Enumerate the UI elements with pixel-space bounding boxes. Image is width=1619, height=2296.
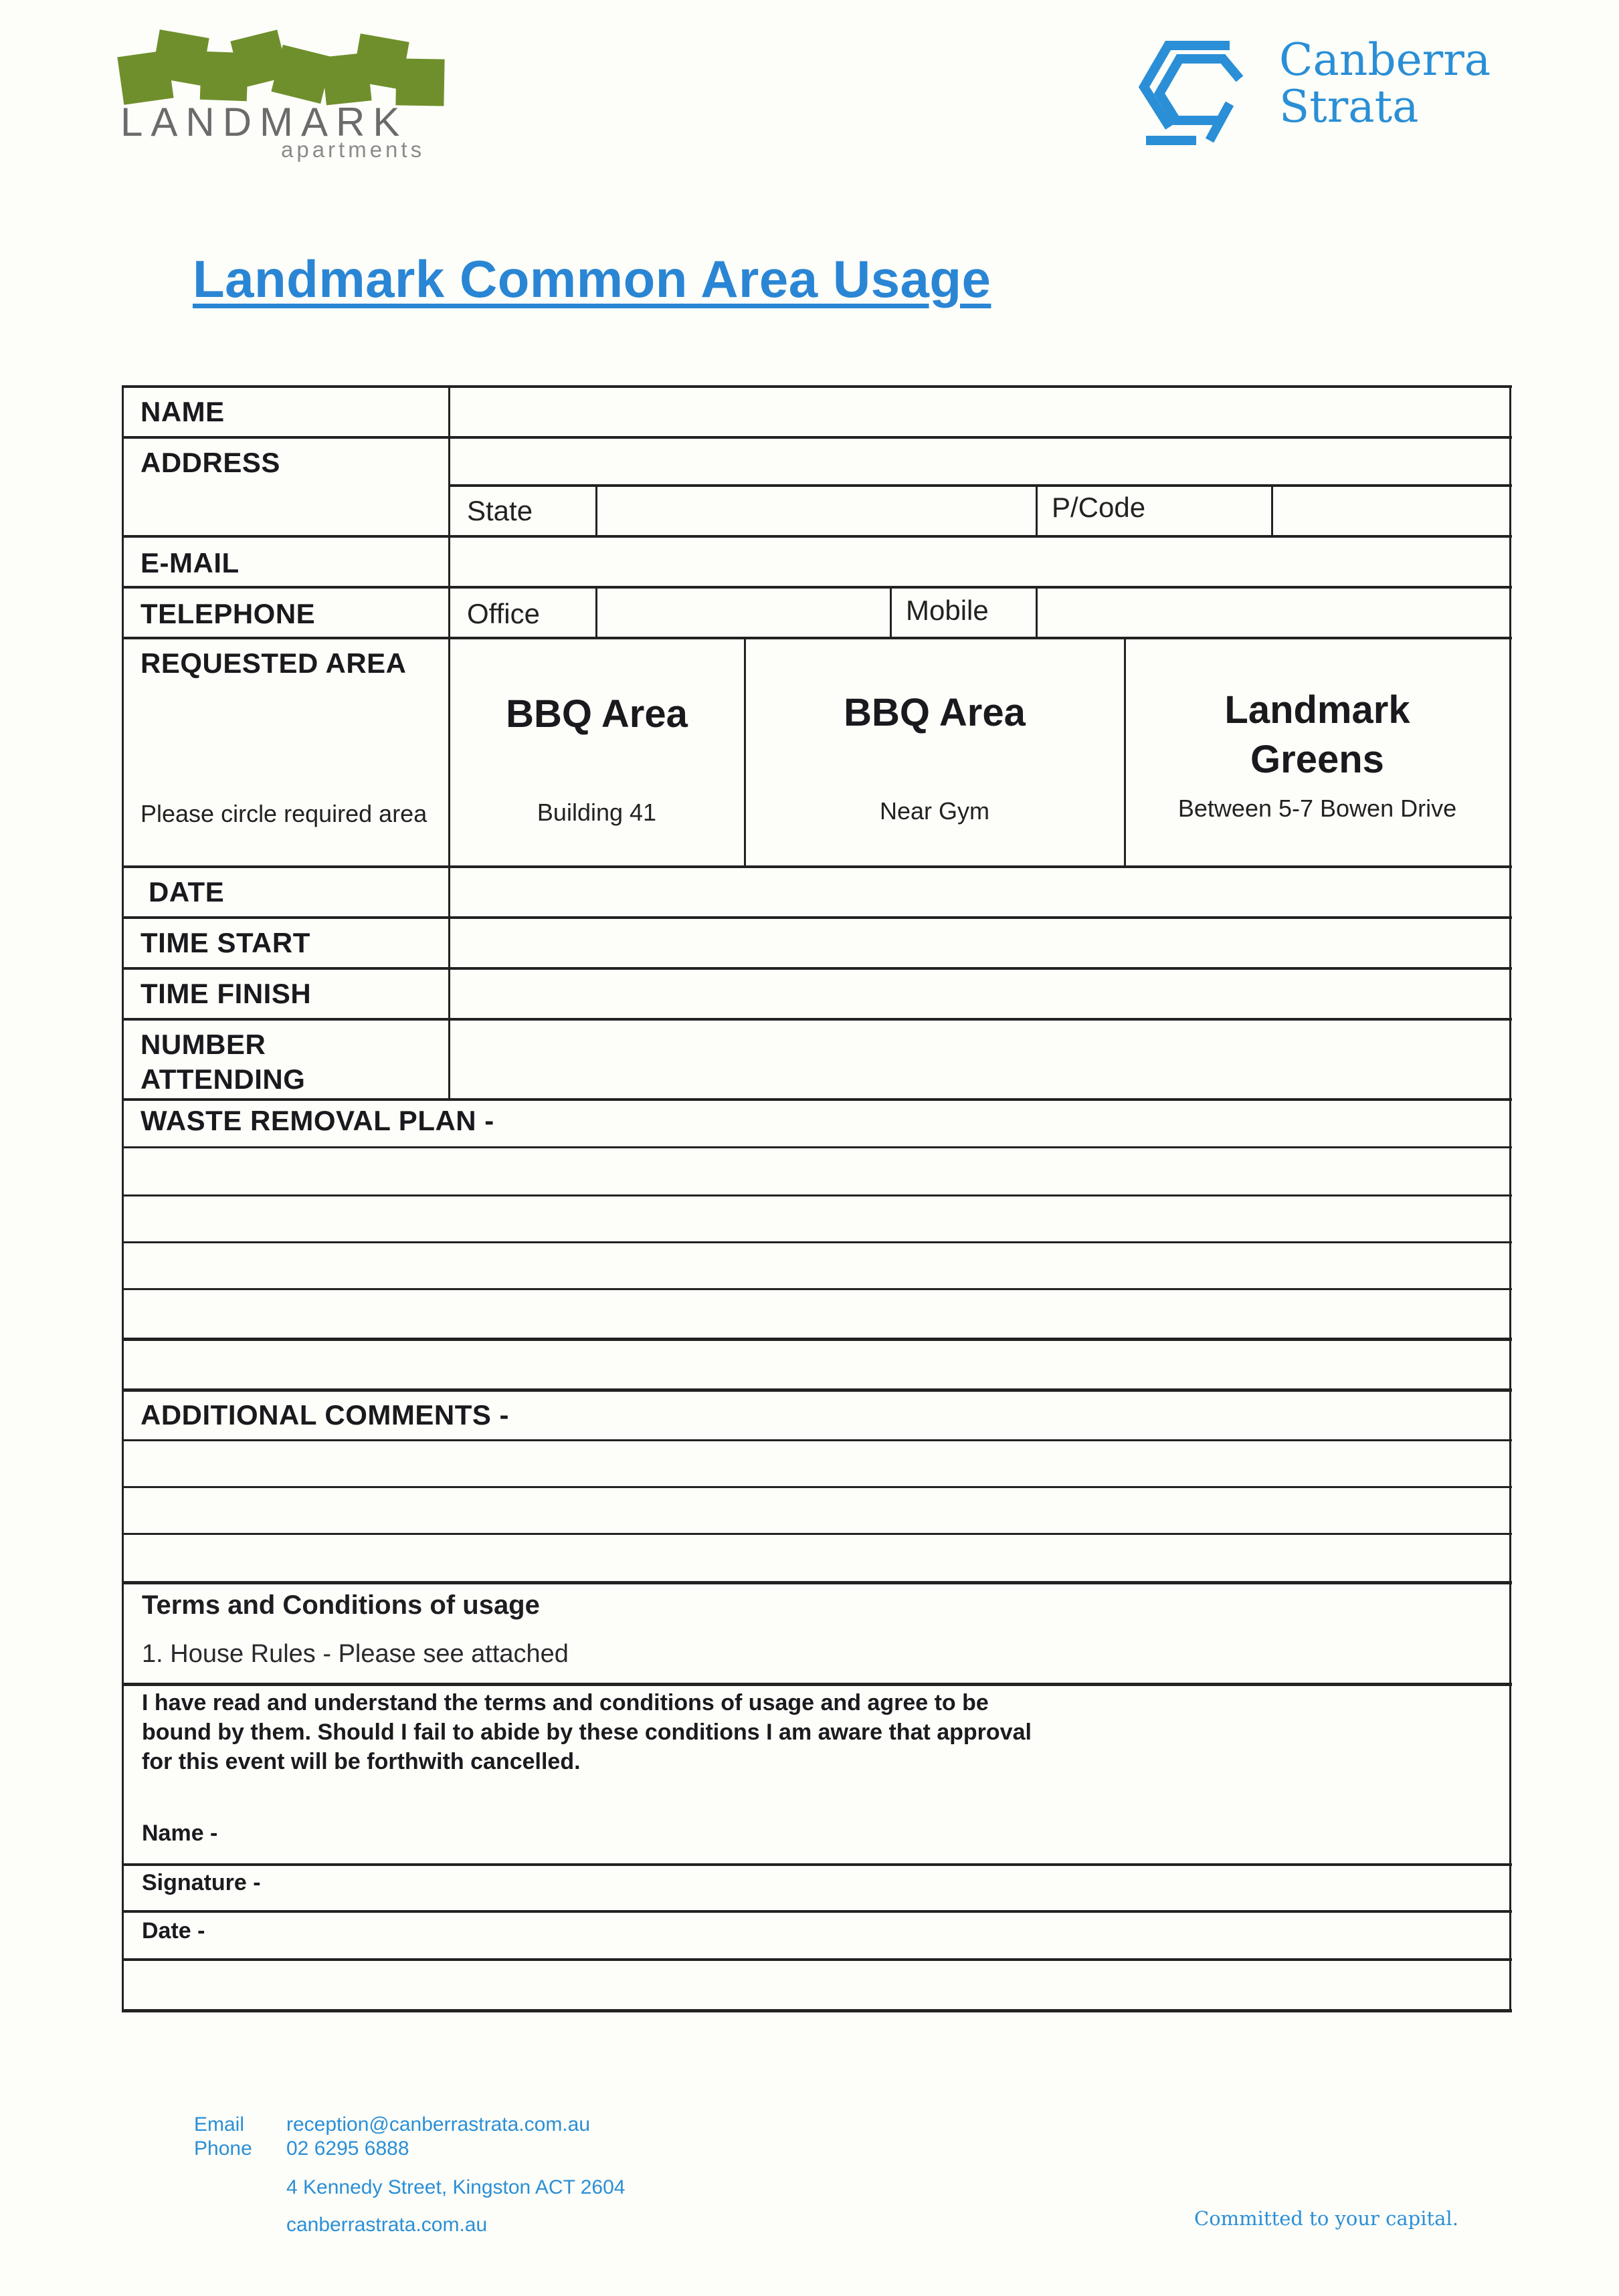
area-title: BBQ Area: [506, 692, 688, 736]
canberra-strata-line1: Canberra: [1279, 34, 1491, 86]
form-border-left: [122, 385, 124, 2012]
additional-comments-input[interactable]: [127, 1443, 1508, 1580]
office-phone-input[interactable]: [601, 591, 887, 634]
row-line: [122, 865, 1512, 868]
canberra-strata-logo-icon: [1129, 27, 1256, 147]
address-label: ADDRESS: [140, 447, 280, 478]
form-border-bottom: [122, 2009, 1512, 2012]
landmark-wordmark: LANDMARK: [120, 100, 408, 144]
number-attending-line1: NUMBER: [140, 1029, 266, 1060]
canberra-strata-line2: Strata: [1279, 81, 1419, 132]
mobile-label: Mobile: [906, 595, 989, 626]
state-divider: [595, 484, 597, 536]
section-line: [122, 1581, 1512, 1584]
number-attending-line2: ATTENDING: [140, 1063, 306, 1095]
time-start-label: TIME START: [140, 927, 310, 958]
area-title-line2: Greens: [1250, 738, 1384, 781]
mobile-divider: [890, 586, 892, 638]
page-title: Landmark Common Area Usage: [193, 249, 991, 308]
number-attending-label: [140, 1027, 305, 1097]
signature-line: [122, 1910, 1512, 1913]
area-subtitle: Building 41: [537, 799, 657, 826]
sign-name-label: Name -: [142, 1820, 218, 1846]
row-line: [122, 1018, 1512, 1021]
row-line: [122, 1098, 1512, 1101]
agreement-line: for this event will be forthwith cancelled.: [142, 1749, 581, 1774]
postcode-divider: [1036, 484, 1038, 536]
area-title-line1: Landmark: [1224, 688, 1410, 732]
postcode-label: P/Code: [1052, 492, 1146, 523]
row-line: [122, 436, 1512, 439]
agreement-line: bound by them. Should I fail to abide by these conditions I am aware that approval: [142, 1719, 1032, 1745]
agreement-text: [142, 1688, 1145, 1776]
requested-area-hint: Please circle required area: [140, 800, 427, 827]
footer-email-value[interactable]: reception@canberrastrata.com.au: [286, 2113, 591, 2135]
requested-area-label: REQUESTED AREA: [140, 647, 407, 679]
comments-line: [122, 1439, 1512, 1441]
email-label: E-MAIL: [140, 547, 240, 579]
mobile-value-divider: [1036, 586, 1038, 638]
time-start-input[interactable]: [455, 920, 1508, 964]
row-line: [122, 967, 1512, 970]
area-divider: [744, 637, 746, 867]
landmark-squares-icon: [114, 13, 488, 107]
footer-tagline: Committed to your capital.: [1194, 2207, 1458, 2230]
area-option-bbq-building-41[interactable]: [451, 639, 743, 864]
footer-phone-value[interactable]: 02 6295 6888: [286, 2137, 409, 2160]
area-subtitle: Between 5-7 Bowen Drive: [1177, 795, 1457, 822]
section-line: [122, 1388, 1512, 1392]
footer-website[interactable]: canberrastrata.com.au: [286, 2214, 488, 2236]
time-finish-input[interactable]: [455, 971, 1508, 1015]
name-input[interactable]: [455, 392, 1508, 433]
sign-date-input[interactable]: [214, 1915, 1501, 1957]
telephone-label: TELEPHONE: [140, 598, 316, 629]
form-border-right: [1509, 385, 1511, 2012]
signature-input[interactable]: [281, 1869, 1501, 1909]
terms-heading: Terms and Conditions of usage: [142, 1590, 540, 1620]
area-title: BBQ Area: [844, 691, 1026, 734]
additional-comments-label: ADDITIONAL COMMENTS -: [140, 1399, 510, 1431]
waste-line: [122, 1146, 1512, 1148]
section-line: [122, 1683, 1512, 1686]
date-label: DATE: [149, 876, 225, 908]
label-column-divider: [448, 385, 450, 1101]
area-divider: [1124, 637, 1126, 867]
signature-line: [122, 1958, 1512, 1961]
landmark-subtitle: apartments: [281, 137, 425, 162]
office-divider: [595, 586, 597, 638]
name-label: NAME: [140, 396, 225, 427]
signature-line: [122, 1863, 1512, 1866]
waste-removal-input[interactable]: [127, 1150, 1508, 1387]
signature-label: Signature -: [142, 1870, 261, 1895]
mobile-phone-input[interactable]: [1041, 591, 1507, 634]
time-finish-label: TIME FINISH: [140, 978, 312, 1009]
address-input[interactable]: [455, 441, 1508, 483]
form-border-top: [122, 385, 1512, 388]
footer-phone-label: Phone: [194, 2137, 252, 2160]
agreement-line: I have read and understand the terms and conditions of usage and agree to be: [142, 1690, 989, 1715]
email-input[interactable]: [455, 540, 1508, 583]
sign-name-input[interactable]: [227, 1816, 1501, 1861]
area-option-bbq-near-gym[interactable]: [747, 639, 1123, 864]
area-option-landmark-greens[interactable]: [1127, 639, 1508, 864]
waste-removal-label: WASTE REMOVAL PLAN -: [140, 1105, 494, 1136]
state-label: State: [467, 495, 533, 526]
office-label: Office: [467, 598, 540, 629]
date-input[interactable]: [455, 869, 1508, 914]
state-input[interactable]: [601, 490, 1032, 532]
row-line: [122, 535, 1512, 538]
row-line: [122, 586, 1512, 589]
footer-address: 4 Kennedy Street, Kingston ACT 2604: [286, 2176, 626, 2198]
postcode-value-divider: [1271, 484, 1273, 536]
postcode-input[interactable]: [1276, 490, 1507, 532]
area-subtitle: Near Gym: [879, 797, 990, 825]
row-line: [448, 484, 1512, 487]
row-line: [122, 916, 1512, 919]
sign-date-label: Date -: [142, 1918, 205, 1944]
canberra-strata-name: [1279, 34, 1491, 132]
footer-email-label: Email: [194, 2113, 245, 2135]
terms-item-house-rules: 1. House Rules - Please see attached: [142, 1640, 569, 1668]
number-attending-input[interactable]: [455, 1022, 1508, 1095]
